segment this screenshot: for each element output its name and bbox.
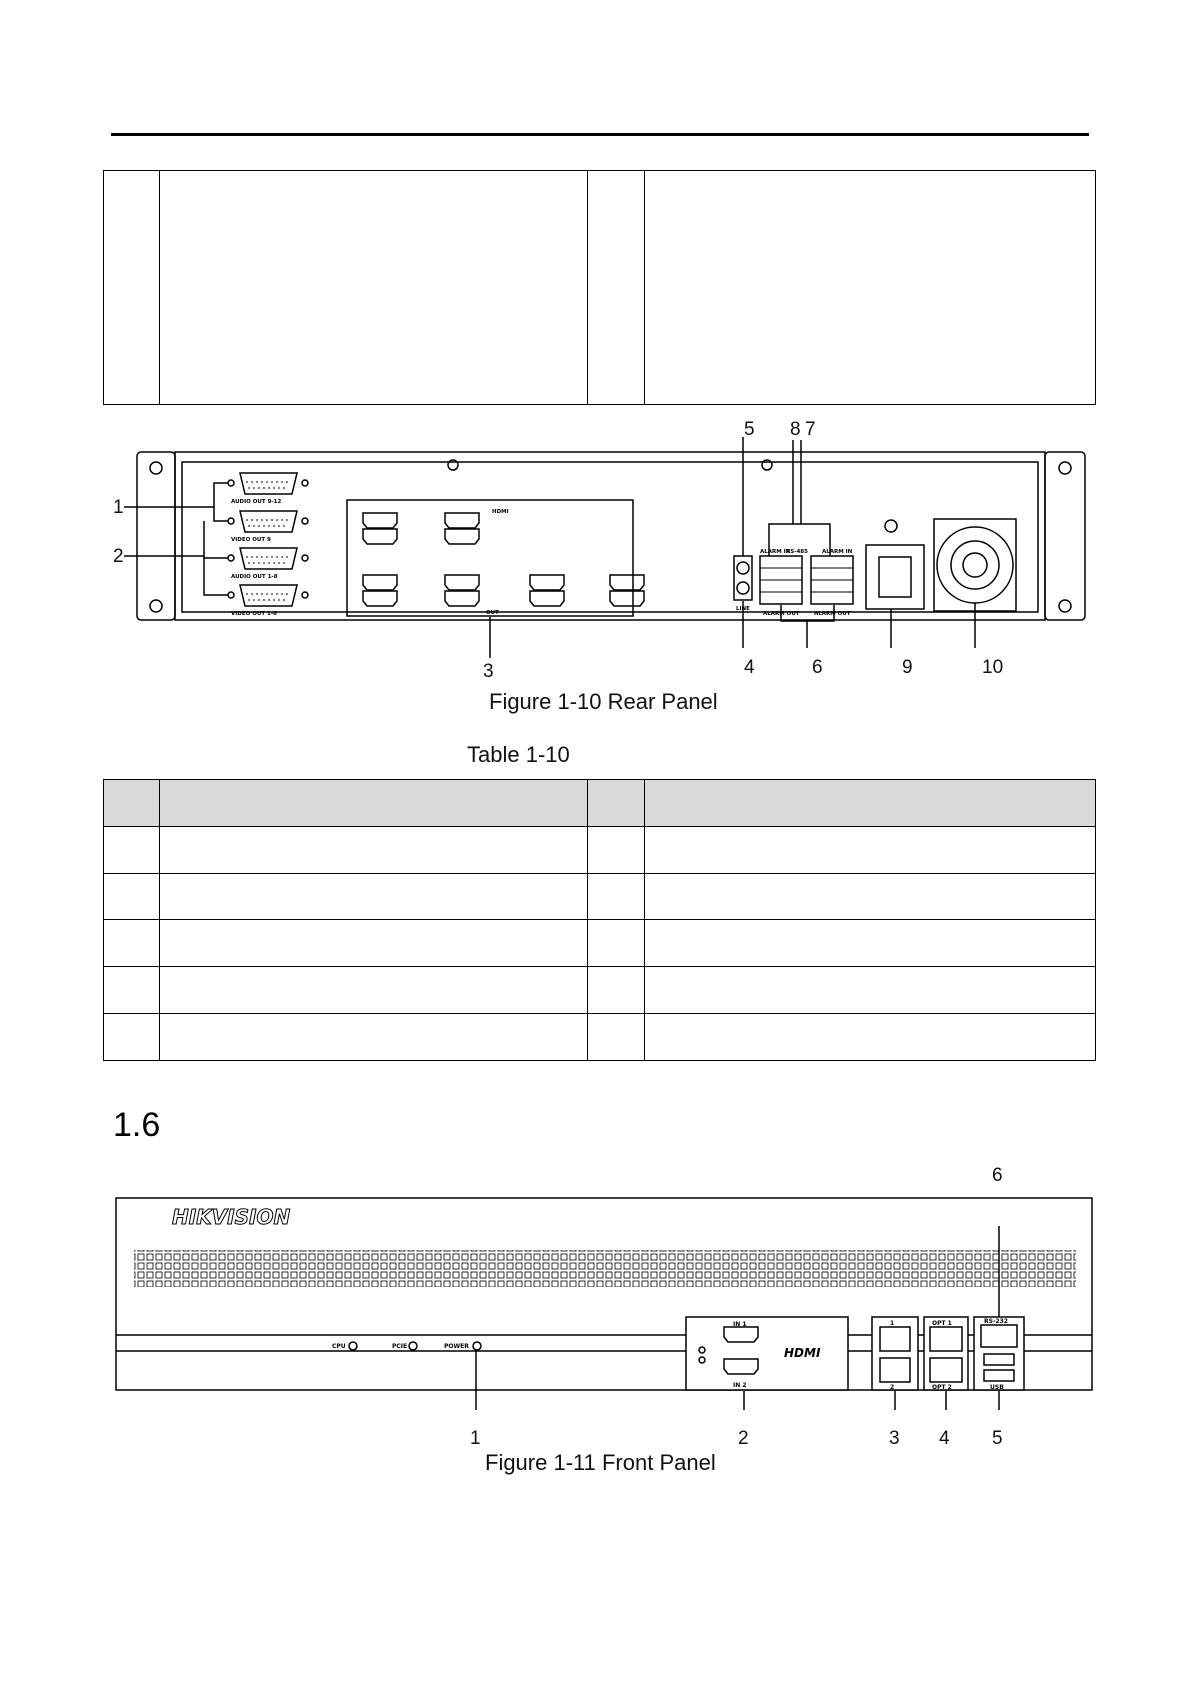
rear-callout-6: 6 [812,657,823,678]
front-callout-2: 2 [738,1428,749,1449]
audio-out-9-12-label: AUDIO OUT 9-12 [231,499,282,505]
table-row [104,920,1096,967]
rear-panel-diagram [100,410,1100,690]
video-out-1-8-label: VIDEO OUT 1-8 [231,611,277,617]
hdmi-logo: HDMI [784,1346,821,1360]
front-callout-6: 6 [992,1165,1003,1186]
lan1-label: 1 [890,1320,895,1327]
table-row [104,171,1096,405]
cpu-led-label: CPU [332,1343,346,1350]
rear-callout-1: 1 [113,497,124,518]
rs232-label: RS-232 [984,1318,1008,1325]
table-row [104,1014,1096,1061]
audio-out-1-8-label: AUDIO OUT 1-8 [231,574,278,580]
rear-figure-caption: Figure 1-10 Rear Panel [489,689,718,714]
continued-table [103,170,1096,405]
alarm-out-label-2: ALARM OUT [814,611,851,617]
brand-logo: HIKVISION [172,1205,291,1229]
rear-callout-7: 7 [805,419,816,440]
front-panel-diagram [110,1190,1100,1410]
table-header-row [104,780,1096,827]
header-rule [111,133,1089,136]
rs485-label: RS-485 [786,549,808,555]
rear-callout-2: 2 [113,546,124,567]
rear-callout-8: 8 [790,419,801,440]
alarm-in-label: ALARM IN [760,549,791,555]
rear-callout-5: 5 [744,419,755,440]
opt2-label: OPT 2 [932,1384,952,1391]
opt1-label: OPT 1 [932,1320,952,1327]
front-callout-4: 4 [939,1428,950,1449]
table-caption: Table 1-10 [467,742,570,767]
table-1-10 [103,779,1096,1061]
front-callout-3: 3 [889,1428,900,1449]
pcie-led-label: PCIE [392,1343,408,1350]
rear-callout-10: 10 [982,657,1004,678]
power-led-label: POWER [444,1343,469,1350]
video-out-9-label: VIDEO OUT 9 [231,537,271,543]
rear-callout-3: 3 [483,661,494,682]
hdmi-in1-label: IN 1 [733,1321,747,1328]
hdmi-in2-label: IN 2 [733,1382,747,1389]
alarm-in-label-2: ALARM IN [822,549,853,555]
section-heading: 1.6 [113,1106,161,1144]
front-callout-5: 5 [992,1428,1003,1449]
table-row [104,873,1096,920]
alarm-out-label: ALARM OUT [763,611,800,617]
lan2-label: 2 [890,1384,895,1391]
rear-callout-4: 4 [744,657,755,678]
rear-callout-9: 9 [902,657,913,678]
table-row [104,826,1096,873]
front-figure-caption: Figure 1-11 Front Panel [485,1450,716,1475]
table-row [104,967,1096,1014]
out-label: OUT [486,610,499,616]
line-label: LINE [736,606,750,612]
hdmi-label: HDMI [492,509,509,515]
front-callout-1: 1 [470,1428,481,1449]
usb-label: USB [990,1384,1004,1391]
